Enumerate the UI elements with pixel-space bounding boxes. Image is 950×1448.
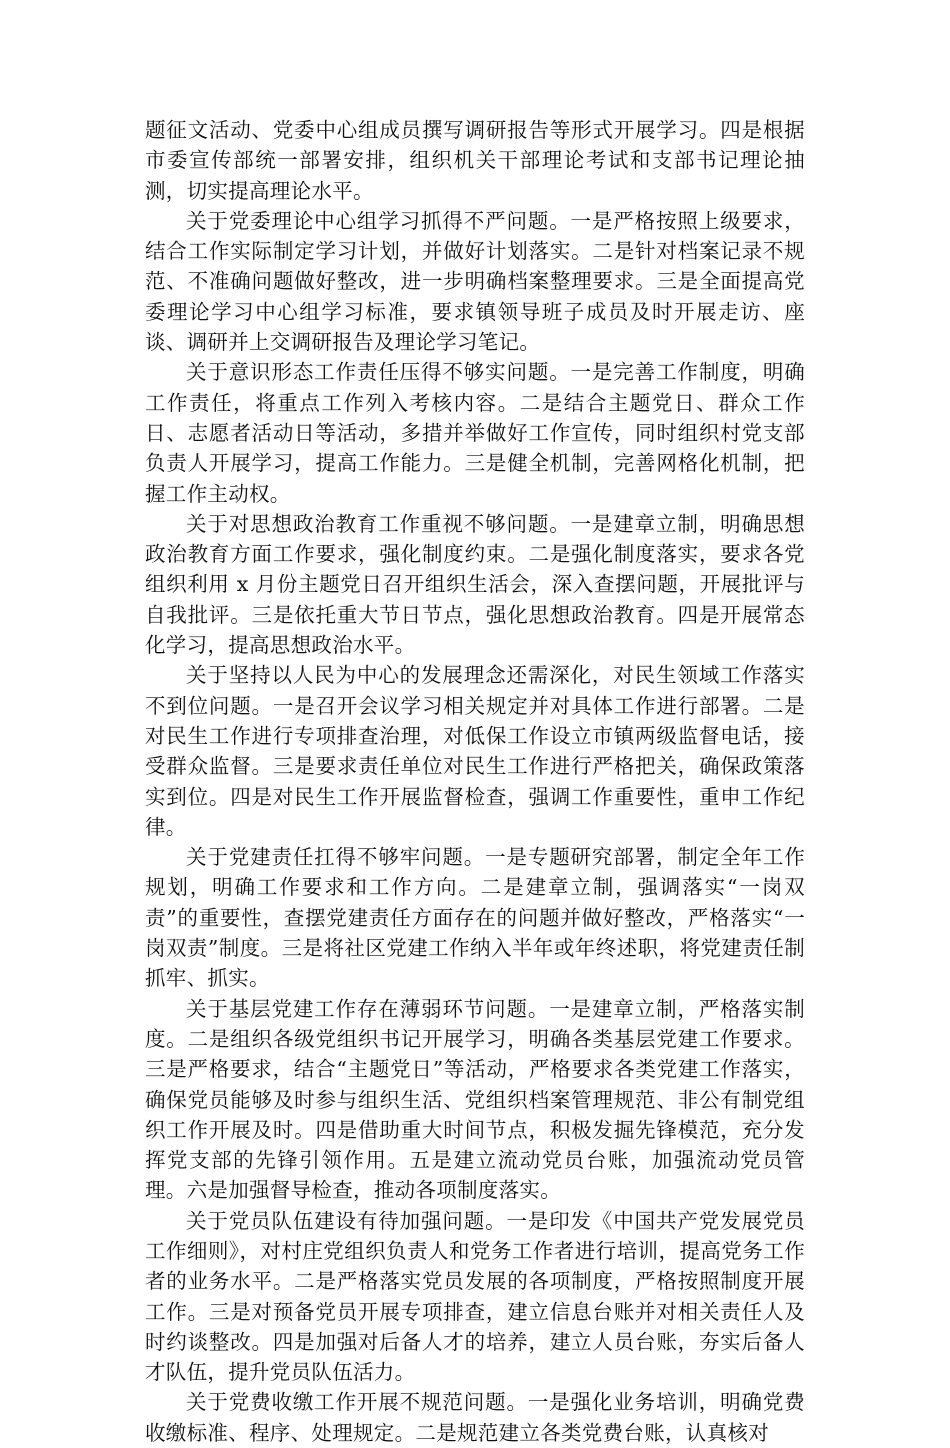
paragraph-political-education: 关于对思想政治教育工作重视不够问题。一是建章立制，明确思想政治教育方面工作要求，强化制度约束。二是强化制度落实，要求各党组织利用 x 月份主题党日召开组织生活会，深入查摆问题，开展批评与自我批评。三是依托重大节日节点，强化思想政治教育。四是开展常态化学习，提高思想政治水平。 <box>145 511 805 658</box>
paragraph-theory-study: 关于党委理论中心组学习抓得不严问题。一是严格按照上级要求，结合工作实际制定学习计划，并做好计划落实。二是针对档案记录不规范、不准确问题做好整改，进一步明确档案整理要求。三是全面提高党委理论学习中心组学习标准，要求镇领导班子成员及时开展走访、座谈、调研并上交调研报告及理论学习笔记。 <box>145 208 805 355</box>
paragraph-continuation: 题征文活动、党委中心组成员撰写调研报告等形式开展学习。四是根据市委宣传部统一部署安排，组织机关干部理论考试和支部书记理论抽测，切实提高理论水平。 <box>145 118 805 203</box>
paragraph-party-building-responsibility: 关于党建责任扛得不够牢问题。一是专题研究部署，制定全年工作规划，明确工作要求和工作方向。二是建章立制，强调落实“一岗双责”的重要性，查摆党建责任方面存在的问题并做好整改，严格落实“一岗双责”制度。三是将社区党建工作纳入半年或年终述职，将党建责任制抓牢、抓实。 <box>145 845 805 991</box>
paragraph-party-member-team: 关于党员队伍建设有待加强问题。一是印发《中国共产党发展党员工作细则》，对村庄党组织负责人和党务工作者进行培训，提高党务工作者的业务水平。二是严格落实党员发展的各项制度，严格按照制度开展工作。三是对预备党员开展专项排查，建立信息台账并对相关责任人及时约谈整改。四是加强对后备人才的培养，建立人员台账，夯实后备人才队伍，提升党员队伍活力。 <box>145 1208 805 1385</box>
document-body <box>145 115 805 1448</box>
paragraph-grassroots-party-building: 关于基层党建工作存在薄弱环节问题。一是建章立制，严格落实制度。二是组织各级党组织书记开展学习，明确各类基层党建工作要求。三是严格要求，结合“主题党日”等活动，严格要求各类党建工作落实，确保党员能够及时参与组织生活、党组织档案管理规范、非公有制党组织工作开展及时。四是借助重大时间节点，积极发掘先锋模范，充分发挥党支部的先锋引领作用。五是建立流动党员台账，加强流动党员管理。六是加强督导检查，推动各项制度落实。 <box>145 996 805 1203</box>
paragraph-people-centered: 关于坚持以人民为中心的发展理念还需深化，对民生领域工作落实不到位问题。一是召开会议学习相关规定并对具体工作进行部署。二是对民生工作进行专项排查治理，对低保工作设立市镇两级监督电话，接受群众监督。三是要求责任单位对民生工作进行严格把关，确保政策落实到位。四是对民生工作开展监督检查，强调工作重要性，重申工作纪律。 <box>145 663 805 839</box>
paragraph-party-dues: 关于党费收缴工作开展不规范问题。一是强化业务培训，明确党费收缴标准、程序、处理规定。二是规范建立各类党费台账，认真核对 <box>145 1390 805 1445</box>
paragraph-ideology-responsibility: 关于意识形态工作责任压得不够实问题。一是完善工作制度，明确工作责任，将重点工作列入考核内容。二是结合主题党日、群众工作日、志愿者活动日等活动，多措并举做好工作宣传，同时组织村党支部负责人开展学习，提高工作能力。三是健全机制，完善网格化机制，把握工作主动权。 <box>145 360 805 506</box>
